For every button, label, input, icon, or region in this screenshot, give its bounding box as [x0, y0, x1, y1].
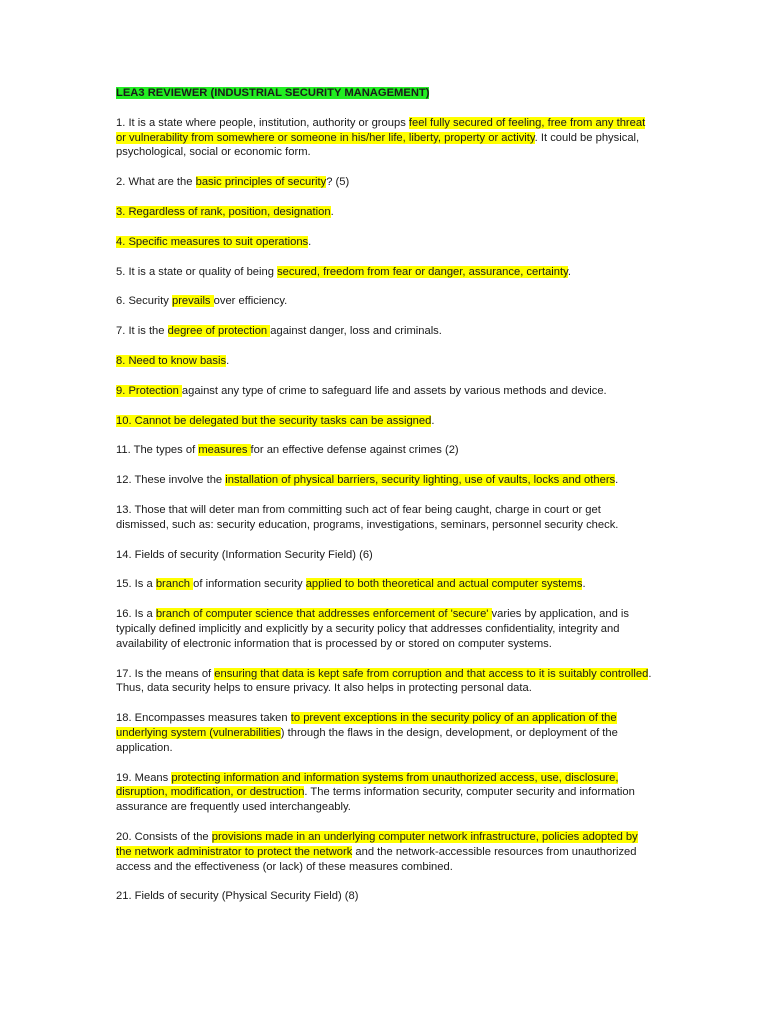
- body-text: 20. Consists of the: [116, 830, 212, 843]
- body-text: . The terms information security, computer security and information assurance are frequently used interchangeably.: [116, 786, 635, 814]
- body-text: 19. Means: [116, 771, 172, 784]
- question-paragraph: [116, 830, 654, 874]
- body-text: of information security: [193, 578, 306, 591]
- body-text: ? (5): [326, 176, 350, 189]
- question-paragraph: [116, 235, 654, 250]
- question-paragraph: [116, 354, 654, 369]
- body-text: against danger, loss and criminals.: [270, 325, 442, 338]
- question-paragraph: [116, 175, 654, 190]
- highlighted-text: secured, freedom from fear or danger, assurance, certainty: [277, 265, 568, 278]
- body-text: 7. It is the: [116, 325, 168, 338]
- highlighted-text: protecting information and information systems from unauthorized access, use, disclosure, disruption, modification, or destruction: [116, 771, 619, 799]
- question-paragraph: [116, 443, 654, 458]
- body-text: 1. It is a state where people, institution, authority or groups: [116, 116, 409, 129]
- question-paragraph: [116, 384, 654, 399]
- body-text: .: [582, 578, 586, 591]
- body-text: . Thus, data security helps to ensure privacy. It also helps in protecting personal data.: [116, 667, 652, 695]
- body-text: and the network-accessible resources from unauthorized access and the effectiveness (or lack) of these measures combined.: [116, 845, 637, 873]
- body-text: varies by application, and is typically defined implicitly and explicitly by a security policy that addresses confidentiality, integrity and availability of electronic information that is processed by or stored on computer systems.: [116, 608, 629, 650]
- document-page: [116, 86, 654, 919]
- question-paragraph: [116, 205, 654, 220]
- body-text: .: [330, 205, 334, 218]
- highlighted-text: 9. Protection: [116, 384, 182, 397]
- title-line: [116, 86, 654, 101]
- question-paragraph: [116, 577, 654, 592]
- highlighted-text: feel fully secured of feeling, free from any threat or vulnerability from somewhere or someone in his/her life, liberty, property or activity: [116, 116, 646, 144]
- body-text: against any type of crime to safeguard life and assets by various methods and device.: [181, 384, 607, 397]
- paragraph-list: [116, 116, 654, 904]
- question-paragraph: [116, 116, 654, 160]
- question-paragraph: [116, 548, 654, 563]
- body-text: over efficiency.: [213, 295, 288, 308]
- question-paragraph: [116, 667, 654, 697]
- highlighted-text: 3. Regardless of rank, position, designation: [116, 205, 331, 218]
- highlighted-text: degree of protection: [167, 325, 271, 338]
- body-text: 14. Fields of security (Information Security Field) (6): [116, 548, 373, 561]
- highlighted-text: prevails: [171, 295, 214, 308]
- body-text: 18. Encompasses measures taken: [116, 712, 291, 725]
- body-text: . It could be physical, psychological, social or economic form.: [116, 131, 640, 159]
- highlighted-text: 10. Cannot be delegated but the security tasks can be assigned: [116, 414, 432, 427]
- highlighted-text: installation of physical barriers, security lighting, use of vaults, locks and others: [225, 474, 616, 487]
- question-paragraph: [116, 503, 654, 533]
- highlighted-text: branch: [155, 578, 194, 591]
- body-text: 5. It is a state or quality of being: [116, 265, 278, 278]
- highlighted-text: applied to both theoretical and actual computer systems: [305, 578, 583, 591]
- question-paragraph: [116, 414, 654, 429]
- highlighted-text: measures: [198, 444, 251, 457]
- question-paragraph: [116, 711, 654, 755]
- highlighted-text: provisions made in an underlying computer network infrastructure, policies adopted by the network administrator to protect the network: [116, 830, 638, 858]
- body-text: .: [567, 265, 571, 278]
- question-paragraph: [116, 473, 654, 488]
- body-text: 21. Fields of security (Physical Security Field) (8): [116, 890, 359, 903]
- highlighted-text: ensuring that data is kept safe from corruption and that access to it is suitably controlled: [214, 667, 649, 680]
- question-paragraph: [116, 889, 654, 904]
- body-text: .: [308, 235, 312, 248]
- body-text: .: [615, 474, 619, 487]
- body-text: 17. Is the means of: [116, 667, 215, 680]
- body-text: 11. The types of: [116, 444, 199, 457]
- highlighted-text: 4. Specific measures to suit operations: [116, 235, 309, 248]
- question-paragraph: [116, 771, 654, 815]
- highlighted-text: 8. Need to know basis: [116, 354, 227, 367]
- body-text: 6. Security: [116, 295, 172, 308]
- body-text: 12. These involve the: [116, 474, 226, 487]
- body-text: for an effective defense against crimes (2): [250, 444, 459, 457]
- body-text: ) through the flaws in the design, development, or deployment of the application.: [116, 726, 618, 754]
- question-paragraph: [116, 324, 654, 339]
- body-text: 2. What are the: [116, 176, 196, 189]
- question-paragraph: [116, 265, 654, 280]
- highlighted-text: branch of computer science that addresses enforcement of 'secure': [155, 608, 492, 621]
- body-text: 15. Is a: [116, 578, 156, 591]
- document-title: LEA3 REVIEWER (INDUSTRIAL SECURITY MANAGEMENT): [116, 87, 430, 99]
- body-text: 13. Those that will deter man from committing such act of fear being caught, charge in court or get dismissed, such as: security education, programs, investigations, seminars, personnel security check.: [116, 503, 619, 531]
- highlighted-text: to prevent exceptions in the security policy of an application of the underlying system (vulnerabilities: [116, 712, 617, 739]
- highlighted-text: basic principles of security: [195, 176, 327, 189]
- question-paragraph: [116, 294, 654, 309]
- question-paragraph: [116, 607, 654, 651]
- body-text: .: [431, 414, 435, 427]
- body-text: 16. Is a: [116, 608, 156, 621]
- body-text: .: [226, 354, 230, 367]
